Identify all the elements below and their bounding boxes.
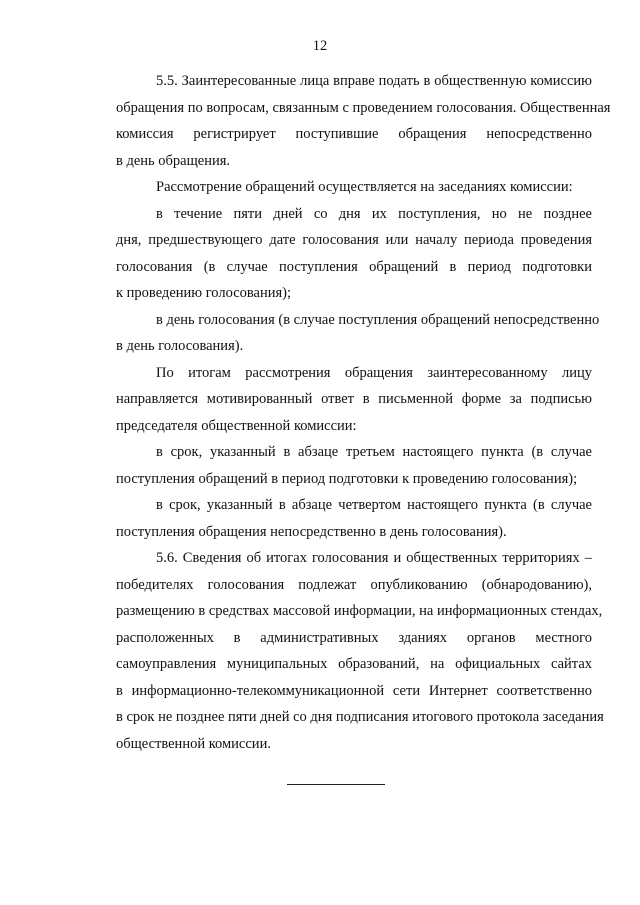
- text-line: самоуправления муниципальных образований, на официальных сайтах: [116, 656, 592, 672]
- text-line: направляется мотивированный ответ в письменной форме за подписью: [116, 391, 592, 407]
- text-line: в день голосования (в случае поступления обращений непосредственно: [156, 311, 600, 328]
- text-line: в день обращения.: [116, 152, 231, 169]
- text-line: председателя общественной комиссии:: [116, 417, 357, 434]
- document-body: [76, 68, 611, 757]
- text-line: размещению в средствах массовой информации, на информационных стендах,: [116, 603, 603, 619]
- text-line: в течение пяти дней со дня их поступления, но не позднее: [156, 205, 592, 222]
- paragraph-results: [76, 360, 592, 440]
- text-line: дня, предшествующего дате голосования или началу периода проведения: [116, 232, 592, 248]
- text-line: в срок, указанный в абзаце третьем настоящего пункта (в случае: [156, 444, 592, 460]
- text-line: в день голосования).: [116, 338, 244, 354]
- page-number: 12: [312, 38, 328, 54]
- text-line: 5.5. Заинтересованные лица вправе подать в общественную комиссию: [156, 73, 592, 89]
- text-line: Рассмотрение обращений осуществляется на заседаниях комиссии:: [156, 179, 573, 195]
- paragraph-term-third: [76, 439, 592, 492]
- paragraph-5-6: [76, 545, 604, 757]
- text-line: в информационно-телекоммуникационной сети Интернет соответственно: [116, 682, 592, 699]
- paragraph-review: [76, 174, 592, 201]
- text-line: победителях голосования подлежат опубликованию (обнародованию),: [116, 576, 592, 593]
- end-separator-line: [287, 784, 385, 785]
- text-line: расположенных в административных зданиях органов местного: [116, 629, 592, 646]
- text-line: По итогам рассмотрения обращения заинтересованному лицу: [156, 364, 592, 381]
- text-line: в срок, указанный в абзаце четвертом настоящего пункта (в случае: [156, 497, 592, 513]
- text-line: в срок не позднее пяти дней со дня подписания итогового протокола заседания: [116, 709, 604, 725]
- text-line: голосования (в случае поступления обращений в период подготовки: [116, 258, 592, 275]
- text-line: к проведению голосования);: [116, 285, 292, 301]
- text-line: поступления обращений в период подготовки к проведению голосования);: [116, 470, 578, 487]
- text-line: комиссия регистрирует поступившие обращения непосредственно: [116, 126, 592, 142]
- text-line: обращения по вопросам, связанным с проведением голосования. Общественная: [116, 99, 611, 116]
- paragraph-5-5: [76, 68, 611, 174]
- text-line: общественной комиссии.: [116, 735, 271, 752]
- paragraph-term-fourth: [76, 492, 592, 545]
- text-line: поступления обращения непосредственно в день голосования).: [116, 523, 507, 540]
- paragraph-voting-day: [76, 307, 600, 360]
- text-line: 5.6. Сведения об итогах голосования и общественных территориях –: [156, 550, 592, 566]
- paragraph-within-five-days: [76, 201, 592, 307]
